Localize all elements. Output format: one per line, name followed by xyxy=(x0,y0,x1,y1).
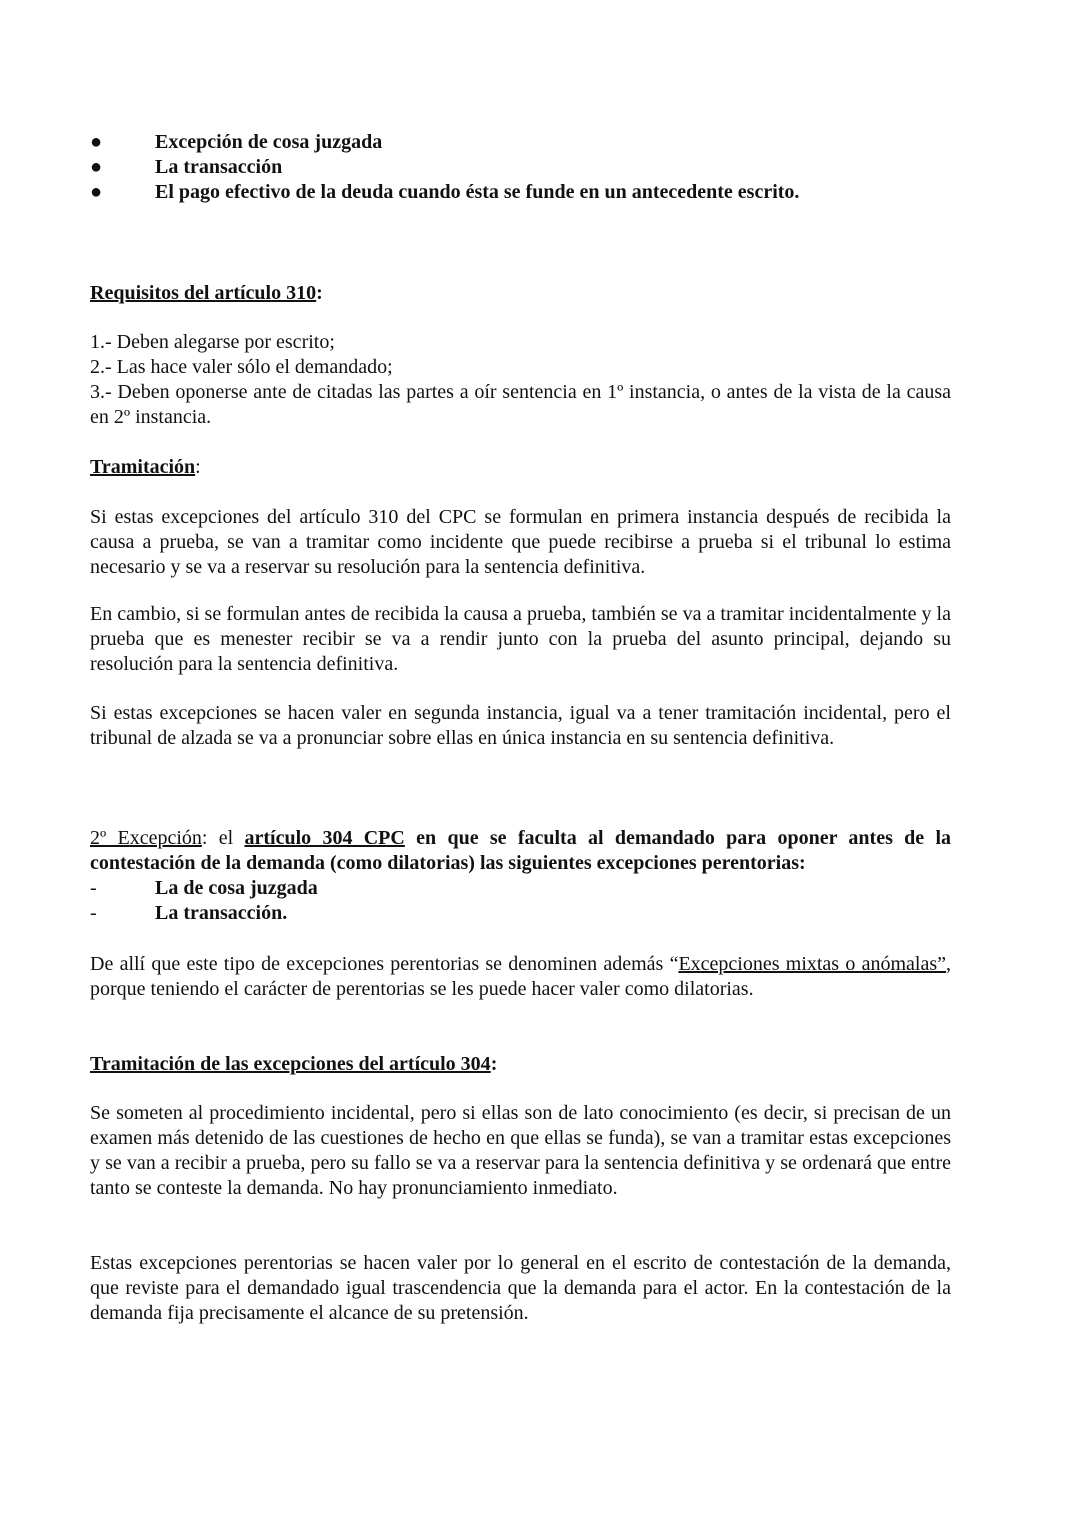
bullet-icon: ● xyxy=(90,131,103,153)
list-item: ● Excepción de cosa juzgada xyxy=(90,131,383,153)
section-heading: Tramitación de las excepciones del artículo 304: xyxy=(90,1053,498,1075)
bullet-icon: ● xyxy=(90,181,103,203)
section-heading: Tramitación: xyxy=(90,456,201,478)
paragraph: Estas excepciones perentorias se hacen valer por lo general en el escrito de contestación de la demanda, que reviste para el demandado igual trascendencia que la demanda para el actor. En la contestación de la demanda fija precisamente el alcance de su pretensión. xyxy=(90,1252,951,1324)
list-item: ● El pago efectivo de la deuda cuando ésta se funde en un antecedente escrito. xyxy=(90,181,800,203)
paragraph: De allí que este tipo de excepciones perentorias se denominen además “Excepciones mixtas o anómalas”, porque teniendo el carácter de perentorias se les puede hacer valer como dilatorias. xyxy=(90,953,951,1000)
list-item: - La de cosa juzgada xyxy=(90,877,318,899)
list-item: - La transacción. xyxy=(90,902,288,924)
paragraph: Se someten al procedimiento incidental, pero si ellas son de lato conocimiento (es decir, si precisan de un examen más detenido de las cuestiones de hecho en que ellas se funda), se van a tramitar estas excepciones y se van a recibir a prueba, pero su fallo se va a reservar para la sentencia definitiva y se ordenará que entre tanto se conteste la demanda. No hay pronunciamiento inmediato. xyxy=(90,1102,951,1199)
second-exception xyxy=(90,826,951,926)
list-item: 2.- Las hace valer sólo el demandado; xyxy=(90,356,393,378)
bullet-icon: ● xyxy=(90,156,103,178)
list-item: 1.- Deben alegarse por escrito; xyxy=(90,331,335,353)
paragraph: Si estas excepciones del artículo 310 del CPC se formulan en primera instancia después de recibida la causa a prueba, se van a tramitar como incidente que puede recibirse a prueba si el tribunal lo estima necesario y se va a reservar su resolución para la sentencia definitiva. xyxy=(90,506,951,578)
paragraph: Si estas excepciones se hacen valer en segunda instancia, igual va a tener tramitación incidental, pero el tribunal de alzada se va a pronunciar sobre ellas en única instancia en su sentencia definitiva. xyxy=(90,702,951,749)
list-item: 3.- Deben oponerse ante de citadas las partes a oír sentencia en 1º instancia, o antes de la vista de la causa en 2º instancia. xyxy=(90,381,951,428)
bullet-list xyxy=(90,130,951,205)
requirements-list xyxy=(90,330,951,430)
paragraph: 2º Excepción: el artículo 304 CPC en que se faculta al demandado para oponer antes de la contestación de la demanda (como dilatorias) las siguientes excepciones perentorias: xyxy=(90,827,951,874)
list-item: ● La transacción xyxy=(90,156,283,178)
paragraph: En cambio, si se formulan antes de recibida la causa a prueba, también se va a tramitar incidentalmente y la prueba que es menester recibir se va a rendir junto con la prueba del asunto principal, dejando su resolución para la sentencia definitiva. xyxy=(90,603,951,675)
section-heading: Requisitos del artículo 310: xyxy=(90,282,323,304)
